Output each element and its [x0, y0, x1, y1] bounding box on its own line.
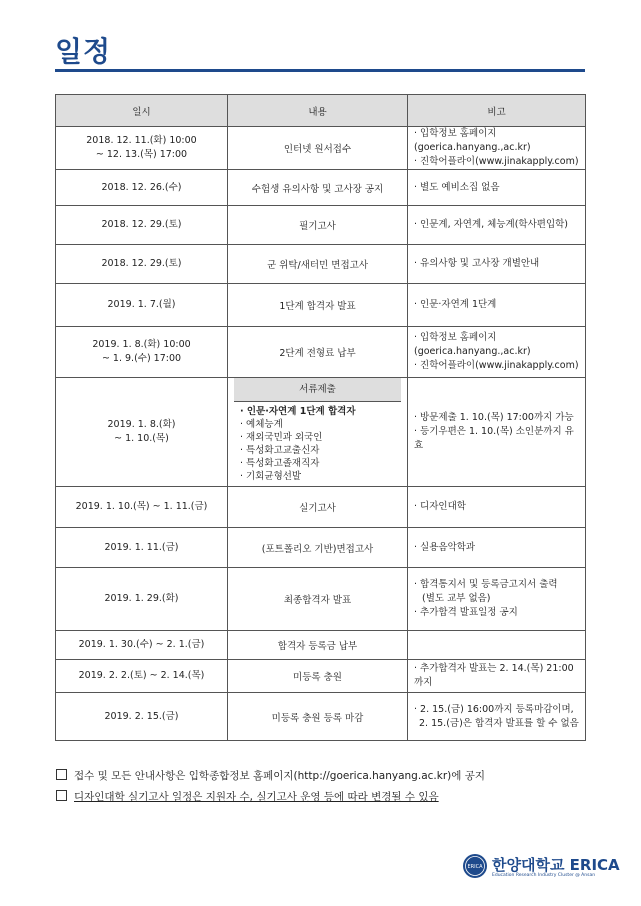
- date-cell: 2019. 2. 2.(토) ~ 2. 14.(목): [56, 660, 228, 693]
- date-cell: [56, 127, 228, 170]
- table-row: [56, 378, 586, 487]
- list-item: · 특성화고졸재직자: [240, 458, 320, 469]
- note-line: · 합격통지서 및 등록금고지서 출력: [414, 579, 558, 590]
- note-cell: · 별도 예비소집 없음: [408, 170, 586, 206]
- date-line: ~ 1. 10.(목): [114, 433, 169, 444]
- note-line: · 진학어플라이(www.jinakapply.com): [414, 360, 579, 371]
- table-row: [56, 487, 586, 528]
- note-line: · 입학정보 홈페이지(goerica.hanyang.,ac.kr): [414, 332, 531, 357]
- note-cell: [408, 327, 586, 378]
- date-line: 2019. 1. 8.(화) 10:00: [92, 339, 191, 350]
- table-row: [56, 528, 586, 568]
- footnote-text: 접수 및 모든 안내사항은 입학종합정보 홈페이지(http://goerica.hanyang.ac.kr)에 공지: [74, 770, 485, 782]
- note-line: · 방문제출 1. 10.(목) 17:00까지 가능: [414, 412, 574, 423]
- header-content: 내용: [228, 95, 408, 127]
- note-cell: [408, 127, 586, 170]
- table-row: [56, 245, 586, 284]
- content-cell: 인터넷 원서접수: [228, 127, 408, 170]
- checkbox-square-icon: [56, 790, 67, 801]
- content-cell: 미등록 충원: [228, 660, 408, 693]
- table-row: [56, 284, 586, 327]
- content-cell: [228, 378, 408, 487]
- note-cell: · 디자인대학: [408, 487, 586, 528]
- title-divider: [55, 69, 585, 72]
- content-cell: 2단계 전형료 납부: [228, 327, 408, 378]
- note-cell: · 인문계, 자연계, 체능계(학사편입학): [408, 206, 586, 245]
- note-line: 2. 15.(금)은 합격자 발표를 할 수 없음: [419, 717, 579, 729]
- date-line: ~ 1. 9.(수) 17:00: [101, 353, 182, 364]
- content-cell: (포트폴리오 기반)면접고사: [228, 528, 408, 568]
- list-item: · 인문·자연계 1단계 합격자: [240, 406, 356, 417]
- date-cell: 2019. 2. 15.(금): [56, 693, 228, 741]
- header-date: 일시: [56, 95, 228, 127]
- note-cell: [408, 631, 586, 660]
- header-notes: 비고: [408, 95, 586, 127]
- content-cell: 수험생 유의사항 및 고사장 공지: [228, 170, 408, 206]
- content-cell: 합격자 등록금 납부: [228, 631, 408, 660]
- table-row: [56, 127, 586, 170]
- date-cell: 2019. 1. 7.(월): [56, 284, 228, 327]
- list-item: · 재외국민과 외국인: [240, 432, 323, 443]
- table-header-row: [56, 95, 586, 127]
- university-emblem-icon: [462, 853, 488, 879]
- date-cell: 2019. 1. 29.(화): [56, 568, 228, 631]
- note-cell: [408, 378, 586, 487]
- schedule-table: [55, 94, 586, 741]
- date-line: 2019. 1. 8.(화): [107, 419, 176, 430]
- table-row: [56, 170, 586, 206]
- date-cell: 2019. 1. 11.(금): [56, 528, 228, 568]
- date-line: 2018. 12. 11.(화) 10:00: [86, 135, 197, 146]
- footnote-text: 디자인대학 실기고사 일정은 지원자 수, 실기고사 운영 등에 따라 변경될 수 있음: [74, 791, 439, 803]
- emblem-text: ERICA: [467, 864, 483, 870]
- content-cell: 실기고사: [228, 487, 408, 528]
- list-item: · 기회균형선발: [240, 471, 302, 482]
- date-cell: 2018. 12. 29.(토): [56, 245, 228, 284]
- page-title: 일정: [55, 35, 112, 68]
- table-row: [56, 327, 586, 378]
- date-cell: 2019. 1. 30.(수) ~ 2. 1.(금): [56, 631, 228, 660]
- note-line: · 2. 15.(금) 16:00까지 등록마감이며,: [414, 703, 574, 715]
- checkbox-square-icon: [56, 769, 67, 780]
- date-cell: 2018. 12. 26.(수): [56, 170, 228, 206]
- content-cell: 필기고사: [228, 206, 408, 245]
- content-cell: 최종합격자 발표: [228, 568, 408, 631]
- note-cell: · 실용음악학과: [408, 528, 586, 568]
- note-cell: · 인문·자연계 1단계: [408, 284, 586, 327]
- date-cell: 2018. 12. 29.(토): [56, 206, 228, 245]
- note-cell: [408, 693, 586, 741]
- footnotes: [56, 766, 485, 808]
- note-line: (별도 교부 없음): [422, 593, 491, 604]
- date-cell: [56, 378, 228, 487]
- content-cell: 1단계 합격자 발표: [228, 284, 408, 327]
- date-cell: 2019. 1. 10.(목) ~ 1. 11.(금): [56, 487, 228, 528]
- note-cell: · 유의사항 및 고사장 개별안내: [408, 245, 586, 284]
- table-row: [56, 568, 586, 631]
- logo-name: 한양대학교 ERICA: [492, 856, 620, 874]
- note-cell: · 추가합격자 발표는 2. 14.(목) 21:00까지: [408, 660, 586, 693]
- table-row: [56, 693, 586, 741]
- table-row: [56, 206, 586, 245]
- content-cell: 미등록 충원 등록 마감: [228, 693, 408, 741]
- logo-tagline: Education Research Industry Cluster @ Ansan: [492, 873, 596, 878]
- note-line: · 등기우편은 1. 10.(목) 소인분까지 유효: [414, 426, 574, 451]
- list-item: · 특성화고교출신자: [240, 445, 320, 456]
- table-row: [56, 631, 586, 660]
- footnote-item: [56, 766, 485, 787]
- content-cell: 군 위탁/새터민 면접고사: [228, 245, 408, 284]
- note-cell: [408, 568, 586, 631]
- docs-subheader: 서류제출: [234, 378, 401, 402]
- note-line: · 추가합격 발표일정 공지: [414, 607, 518, 618]
- footnote-item: [56, 787, 485, 808]
- date-line: ~ 12. 13.(목) 17:00: [95, 149, 188, 160]
- list-item: · 예체능계: [240, 419, 283, 430]
- university-logo: [462, 852, 620, 882]
- date-cell: [56, 327, 228, 378]
- table-row: [56, 660, 586, 693]
- docs-list: [234, 402, 401, 486]
- note-line: · 입학정보 홈페이지(goerica.hanyang.,ac.kr): [414, 128, 531, 153]
- note-line: · 진학어플라이(www.jinakapply.com): [414, 156, 579, 167]
